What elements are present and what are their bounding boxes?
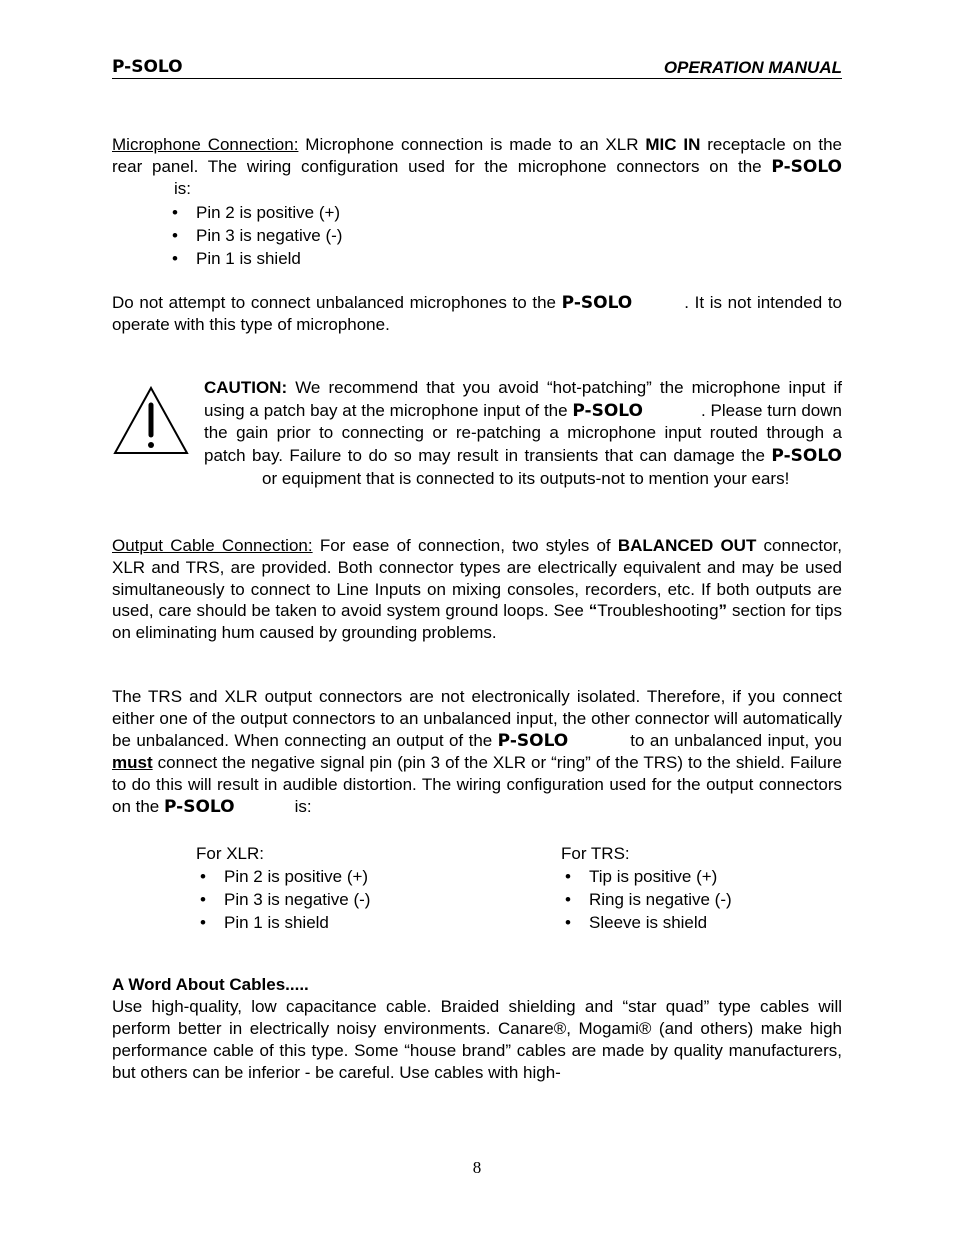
output-cable-label: Output Cable Connection: <box>112 536 313 555</box>
unbalanced-mic-paragraph: Do not attempt to connect unbalanced microphones to the P-SOLO . It is not intended to operate with this type of microphone. <box>112 293 842 334</box>
trs-title: For TRS: <box>561 844 630 863</box>
header-title: OPERATION MANUAL <box>663 58 842 77</box>
list-item: • Pin 2 is positive (+) <box>200 867 369 886</box>
xlr-title: For XLR: <box>196 844 265 863</box>
brand-inline: P-SOLO <box>771 446 842 467</box>
list-item: • Tip is positive (+) <box>565 867 718 886</box>
cables-section <box>112 974 842 1084</box>
mic-pin-list <box>112 201 842 270</box>
manual-page <box>112 0 842 1235</box>
caution-label: CAUTION: <box>204 378 288 397</box>
must-emphasis: must <box>112 753 153 772</box>
list-item: • Pin 3 is negative (-) <box>200 890 371 909</box>
brand-inline: P-SOLO <box>497 731 569 751</box>
mic-in-label: MIC IN <box>645 135 701 154</box>
caution-paragraph: CAUTION: We recommend that you avoid “hot-patching” the microphone input if using a patch bay at the microphone input of the P-SOLO . Please turn down the gain prior to connecting or re-patching a microphone input routed through a patch bay. Failure to do so may result in transients that can damage the P-SOLOor equipment that is connected to its outputs-not to mention your ears! <box>204 378 842 488</box>
list-item: • Ring is negative (-) <box>565 890 732 909</box>
cables-paragraph: Use high-quality, low capacitance cable. Braided shielding and “star quad” type cables will perform better in electrically noisy environments. Canare®, Mogami® (and others) make high performance cable of this type. Some “house brand” cables are made by quality manufacturers, but others can be inferior - be careful. Use cables with high- <box>112 997 842 1082</box>
cables-heading: A Word About Cables..... <box>112 975 309 994</box>
list-item: • Pin 1 is shield <box>200 913 329 932</box>
brand-inline: P-SOLO <box>771 157 842 177</box>
brand-inline: P-SOLO <box>572 400 643 421</box>
brand-inline: P-SOLO <box>164 797 235 817</box>
xlr-wiring-list <box>196 842 370 934</box>
list-item: • Pin 3 is negative (-) <box>172 226 343 245</box>
troubleshooting-reference: Troubleshooting <box>597 601 719 621</box>
mic-connection-label: Microphone Connection: <box>112 135 299 154</box>
trs-wiring-list <box>561 842 732 934</box>
list-item: • Pin 1 is shield <box>172 249 301 268</box>
list-item: • Pin 2 is positive (+) <box>172 203 341 222</box>
brand-inline: P-SOLO <box>561 293 633 313</box>
page-header <box>112 57 842 79</box>
header-brand: P-SOLO <box>112 57 183 77</box>
page-number: 8 <box>472 1158 482 1177</box>
output-cable-paragraph: Output Cable Connection: For ease of connection, two styles of BALANCED OUT connector, XLR and TRS, are provided. Both connector types are electrically equivalent and may be used simultaneously to connect to Line Inputs on mixing consoles, recorders, etc. If both outputs are used, care should be taken to avoid system ground loops. See “Troubleshooting” section for tips on eliminating hum caused by grounding problems. <box>112 536 843 643</box>
trs-xlr-paragraph: The TRS and XLR output connectors are not electronically isolated. Therefore, if you connect either one of the output connectors to an unbalanced input, the other connector will automatically be unbalanced. When connecting an output of the P-SOLO to an unbalanced input, you must connect the negative signal pin (pin 3 of the XLR or “ring” of the TRS) to the shield. Failure to do this will result in audible distortion. The wiring configuration used for the output connectors on the P-SOLO is: <box>112 687 843 817</box>
balanced-out-label: BALANCED OUT <box>617 536 757 555</box>
list-item: • Sleeve is shield <box>565 913 708 932</box>
mic-connection-paragraph: Microphone Connection: Microphone connection is made to an XLR MIC IN receptacle on the rear panel. The wiring configuration used for the microphone connectors on the P-SOLOis: <box>112 135 842 198</box>
